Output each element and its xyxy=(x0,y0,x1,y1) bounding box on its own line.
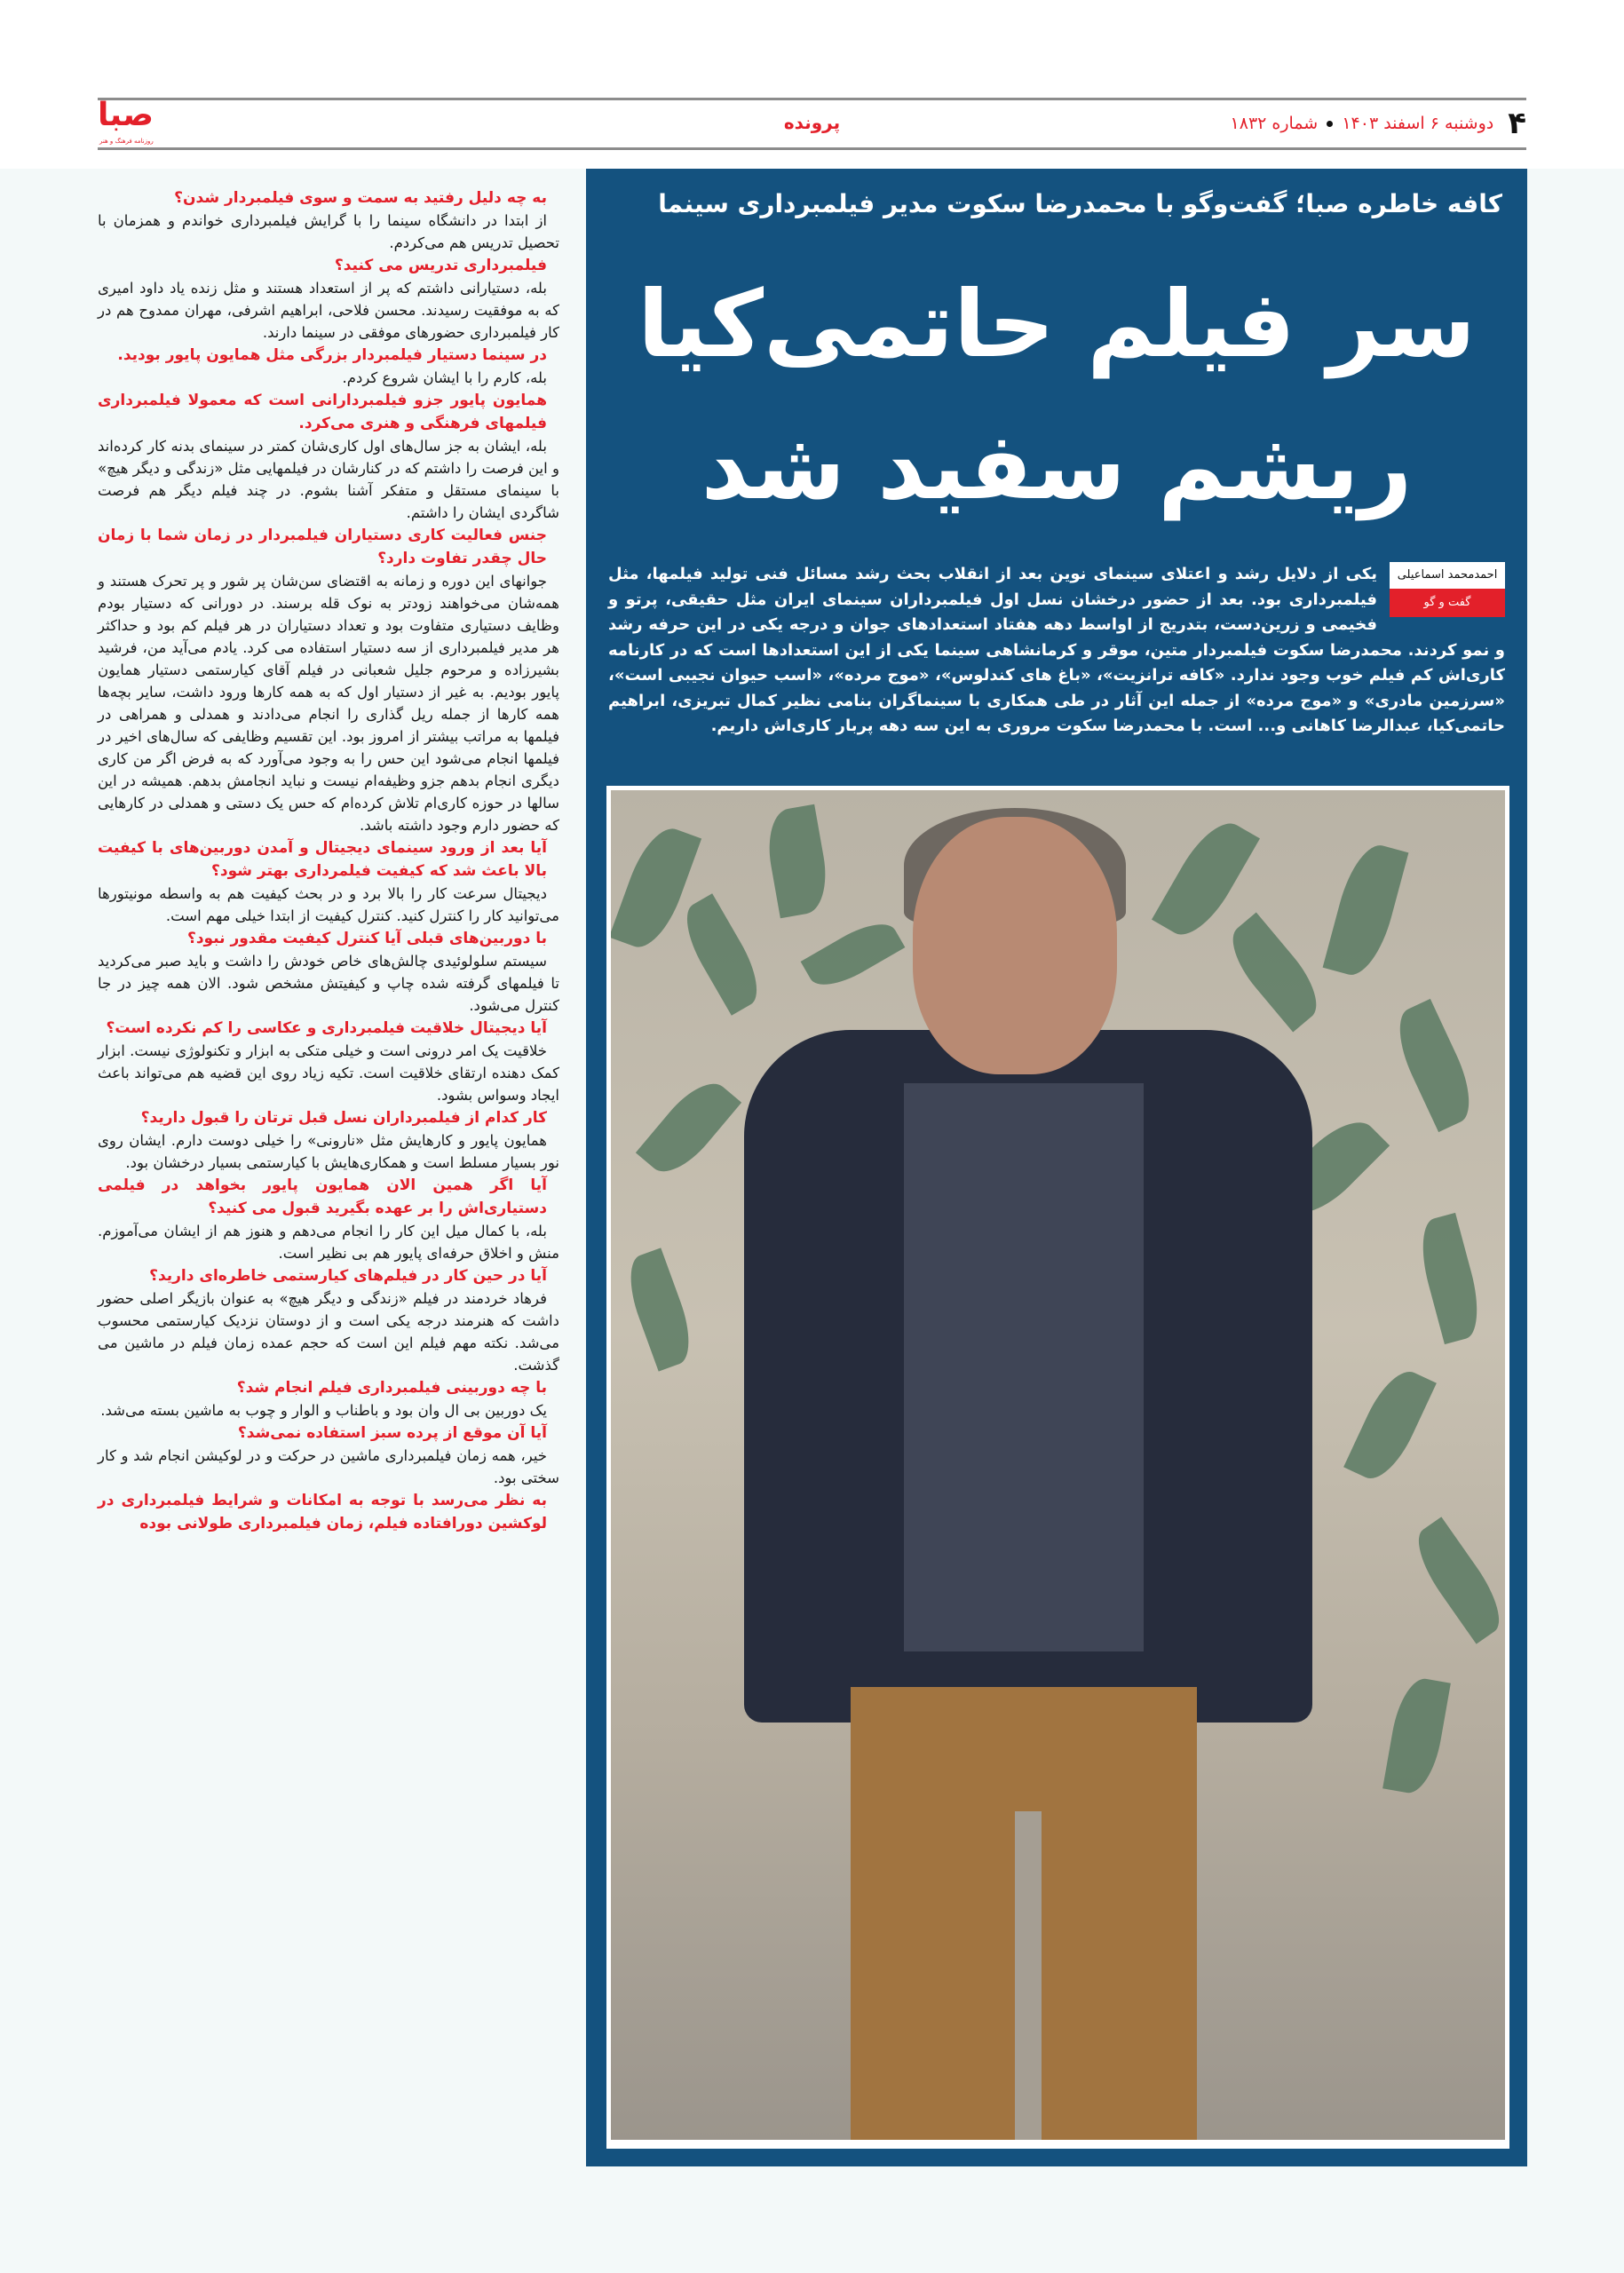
interview-question: جنس فعالیت کاری دستیاران فیلمبردار در زمان شما با زمان حال چقدر تفاوت دارد؟ xyxy=(98,527,547,567)
interview-answer: دیجیتال سرعت کار را بالا برد و در بحث کیفیت هم به واسطه مونیتورها می‌توانید کار را کنترل کنید. کنترل کیفیت از ابتدا خیلی مهم است. xyxy=(98,885,559,924)
portrait-photo xyxy=(606,786,1509,2149)
section-label: پرونده xyxy=(783,112,841,133)
interview-question: با دوربین‌های قبلی آیا کنترل کیفیت مقدور نبود؟ xyxy=(186,930,547,947)
kicker: کافه خاطره صبا؛ گفت‌وگو با محمدرضا سکوت مدیر فیلمبرداری سینما xyxy=(658,189,1502,218)
interview-question: در سینما دستیار فیلمبردار بزرگی مثل همایون پایور بودید. xyxy=(117,346,547,364)
byline-tag: گفت و گو xyxy=(1390,589,1505,617)
byline-name: احمدمحمد اسماعیلی xyxy=(1390,562,1505,589)
interview-answer: سیستم سلولوئیدی چالش‌های خاص خودش را داشت و باید صبر می‌کردید تا فیلمهای گرفته شده چاپ و کیفیتش مشخص شود. الان همه چیز در جا کنترل می‌شود. xyxy=(98,953,559,1014)
interview-question: آیا بعد از ورود سینمای دیجیتال و آمدن دوربین‌های با کیفیت بالا باعث شد که کیفیت فیلمرداری بهتر شود؟ xyxy=(98,839,547,880)
headline-line-2: ریشم سفید شد xyxy=(701,412,1413,520)
interview-answer: جوانهای این دوره و زمانه به اقتضای سن‌شان پر شور و پر تحرک هستند و همه‌شان می‌خواهند زودتر به نوک قله برسند. در دورانی که دستیار بودم وظایف دستیاری متفاوت بود و تعداد دستیاران در هر فیلم کم بود و حداکثر هر مدیر فیلمبرداری از سه دستیار استفاده می کرد. یادم می‌آید من، فرشید بشیرزاده و مرحوم جلیل شعبانی در فیلم آقای کیارستمی دستیار همایون پایور بودیم. به غیر از دستیار اول که به همه کارها ورود داشت، سایر بچه‌ها همه کارها از جمله ریل گذاری را انجام می‌دادند و همدلی و همراهی در فیلمها به مراتب بیشتر از امروز بود. این تقسیم وظایفی که سال‌های اخیر در فیلمها انجام می‌شود این حس را به وجود می‌آورد که به فرض اگر من کاری دیگری انجام بدهم جزو وظیفه‌ام نیست و نباید انجامش بدهم. همیشه در این سالها در حوزه کاری‌ام تلاش کرده‌ام که حس یک دستی و همدلی در کارهایی که حضور دارم وجود داشته باشد. xyxy=(98,573,559,834)
interview-answer: همایون پایور و کارهایش مثل «نارونی» را خیلی دوست دارم. ایشان روی نور بسیار مسلط است و همکاری‌هایش با کیارستمی بسیار درخشان بود. xyxy=(98,1132,559,1171)
page-number: ۴ xyxy=(1508,106,1526,141)
interview-answer: بله، ایشان به جز سال‌های اول کاری‌شان کمتر در سینمای بدنه کار کرده‌اند و این فرصت را داشتم که در کنارشان در فیلمهایی مثل «زندگی و دیگر هیچ» با سینمای مستقل و متفکر آشنا بشوم. در چند فیلم دیگر هم فرصت شاگردی ایشان را داشتم. xyxy=(98,438,559,521)
interview-answer: بله، دستیارانی داشتم که پر از استعداد هستند و مثل زنده یاد داود امیری که به موفقیت رسیدند. محسن فلاحی، ابراهیم اشرفی، مهران ممدوح هم در کار فیلمبرداری حضورهای موفقی در سینما دارند. xyxy=(98,280,559,341)
logo-tagline: روزنامه فرهنگ و هنر xyxy=(99,138,154,145)
newspaper-logo[interactable] xyxy=(98,97,204,147)
interview-answer: یک دوربین بی ال وان بود و باطناب و الوار و چوب به ماشین بسته می‌شد. xyxy=(100,1402,547,1419)
interview-question: آیا در حین کار در فیلم‌های کیارستمی خاطره‌ای دارید؟ xyxy=(149,1267,547,1285)
headline-line-1: سر فیلم حاتمی‌کیا xyxy=(638,270,1476,378)
person-face xyxy=(913,817,1117,1074)
issue-number: شماره ۱۸۳۲ xyxy=(1230,114,1319,133)
interview-question: آیا دیجیتال خلاقیت فیلمبرداری و عکاسی را کم نکرده است؟ xyxy=(106,1019,547,1037)
issue-info xyxy=(1231,104,1526,143)
interview-question: همایون پایور جزو فیلمبردارانی است که معمولا فیلمبرداری فیلمهای فرهنگی و هنری می‌کرد. xyxy=(98,392,547,432)
interview-question: با چه دوربینی فیلمبرداری فیلم انجام شد؟ xyxy=(236,1379,547,1397)
interview-question: به چه دلیل رفتید به سمت و سوی فیلمبردار شدن؟ xyxy=(174,189,547,207)
logo-wordmark: صبا xyxy=(98,97,154,133)
person-sweater xyxy=(904,1083,1144,1651)
interview-answer: خیر، همه زمان فیلمبرداری ماشین در حرکت و در لوکیشن انجام شد و کار سختی بود. xyxy=(98,1447,559,1486)
bullet-dot-icon xyxy=(1327,121,1333,127)
byline-box xyxy=(1390,562,1505,617)
interview-answer: فرهاد خردمند در فیلم «زندگی و دیگر هیچ» به عنوان بازیگر اصلی حضور داشت که هنرمند درجه یکی است و از دوستان نزدیک کیارستمی محسوب می‌شد. نکته مهم فیلم این است که حجم عمده زمان فیلم در ماشین می گذشت. xyxy=(98,1290,559,1374)
interview-column xyxy=(98,186,559,1535)
dateline xyxy=(1231,112,1494,135)
interview-question: آیا آن موقع از پرده سبز استفاده نمی‌شد؟ xyxy=(237,1424,547,1442)
interview-answer: از ابتدا در دانشگاه سینما را با گرایش فیلمبرداری خواندم و همزمان با تحصیل تدریس هم می‌کردم. xyxy=(98,212,559,251)
lead-paragraph xyxy=(608,562,1505,740)
interview-question: کار کدام از فیلمبرداران نسل قبل ترتان را قبول دارید؟ xyxy=(140,1109,547,1127)
trousers-gap xyxy=(1015,1811,1042,2140)
lead-text: یکی از دلایل رشد و اعتلای سینمای نوین بعد از انقلاب بحث رشد مسائل فنی تولید فیلمها، مثل فیلمبرداری بود. بعد از حضور درخشان نسل اول فیلمبرداران سینمای ایران مثل حقیقی، پرتو و فخیمی و زرین‌دست، بتدریج از اواسط دهه هفتاد استعدادهای جوان و درجه یکی در این حرفه رشد و نمو کردند. محمدرضا سکوت فیلمبردار متین، موقر و کرمانشاهی سینما یکی از این استعدادها است که در کارنامه کاری‌اش کم فیلم خوب وجود ندارد. «کافه ترانزیت»، «باغ های کندلوس»، «موج مرده»، «اسب حیوان نجیبی است»، «سرزمین مادری» و «موج مرده» از جمله این آثار در طی همکاری با سینماگران بنامی نظیر کمال تبریزی، ابراهیم حاتمی‌کیا، عبدالرضا کاهانی و... است. با محمدرضا سکوت مروری به این سه دهه پربار کاری‌اش داریم. xyxy=(608,565,1505,735)
masthead xyxy=(98,97,1526,147)
photo-image xyxy=(611,790,1505,2140)
headline xyxy=(613,253,1501,555)
header-bottom-rule xyxy=(98,147,1526,150)
interview-answer: بله، با کمال میل این کار را انجام می‌دهم و هنوز هم از ایشان می‌آموزم. منش و اخلاق حرفه‌ای پایور هم بی نظیر است. xyxy=(98,1223,559,1262)
interview-answer: خلاقیت یک امر درونی است و خیلی متکی به ابزار و تکنولوژی نیست. ابزار کمک دهنده ارتقای خلاقیت است. تکیه زیاد روی این قضیه هم می‌تواند باعث ایجاد وسواس بشود. xyxy=(98,1042,559,1104)
date: دوشنبه ۶ اسفند ۱۴۰۳ xyxy=(1342,114,1494,133)
interview-question: به نظر می‌رسد با توجه به امکانات و شرایط فیلمبرداری در لوکشین دورافتاده فیلم، زمان فیلمبرداری طولانی بوده xyxy=(98,1492,547,1532)
interview-answer: بله، کارم را با ایشان شروع کردم. xyxy=(342,369,547,386)
interview-question: فیلمبرداری تدریس می کنید؟ xyxy=(334,257,547,274)
interview-question: آیا اگر همین الان همایون پایور بخواهد در فیلمی دستیاری‌اش را بر عهده بگیرید قبول می کنید؟ xyxy=(98,1176,547,1217)
